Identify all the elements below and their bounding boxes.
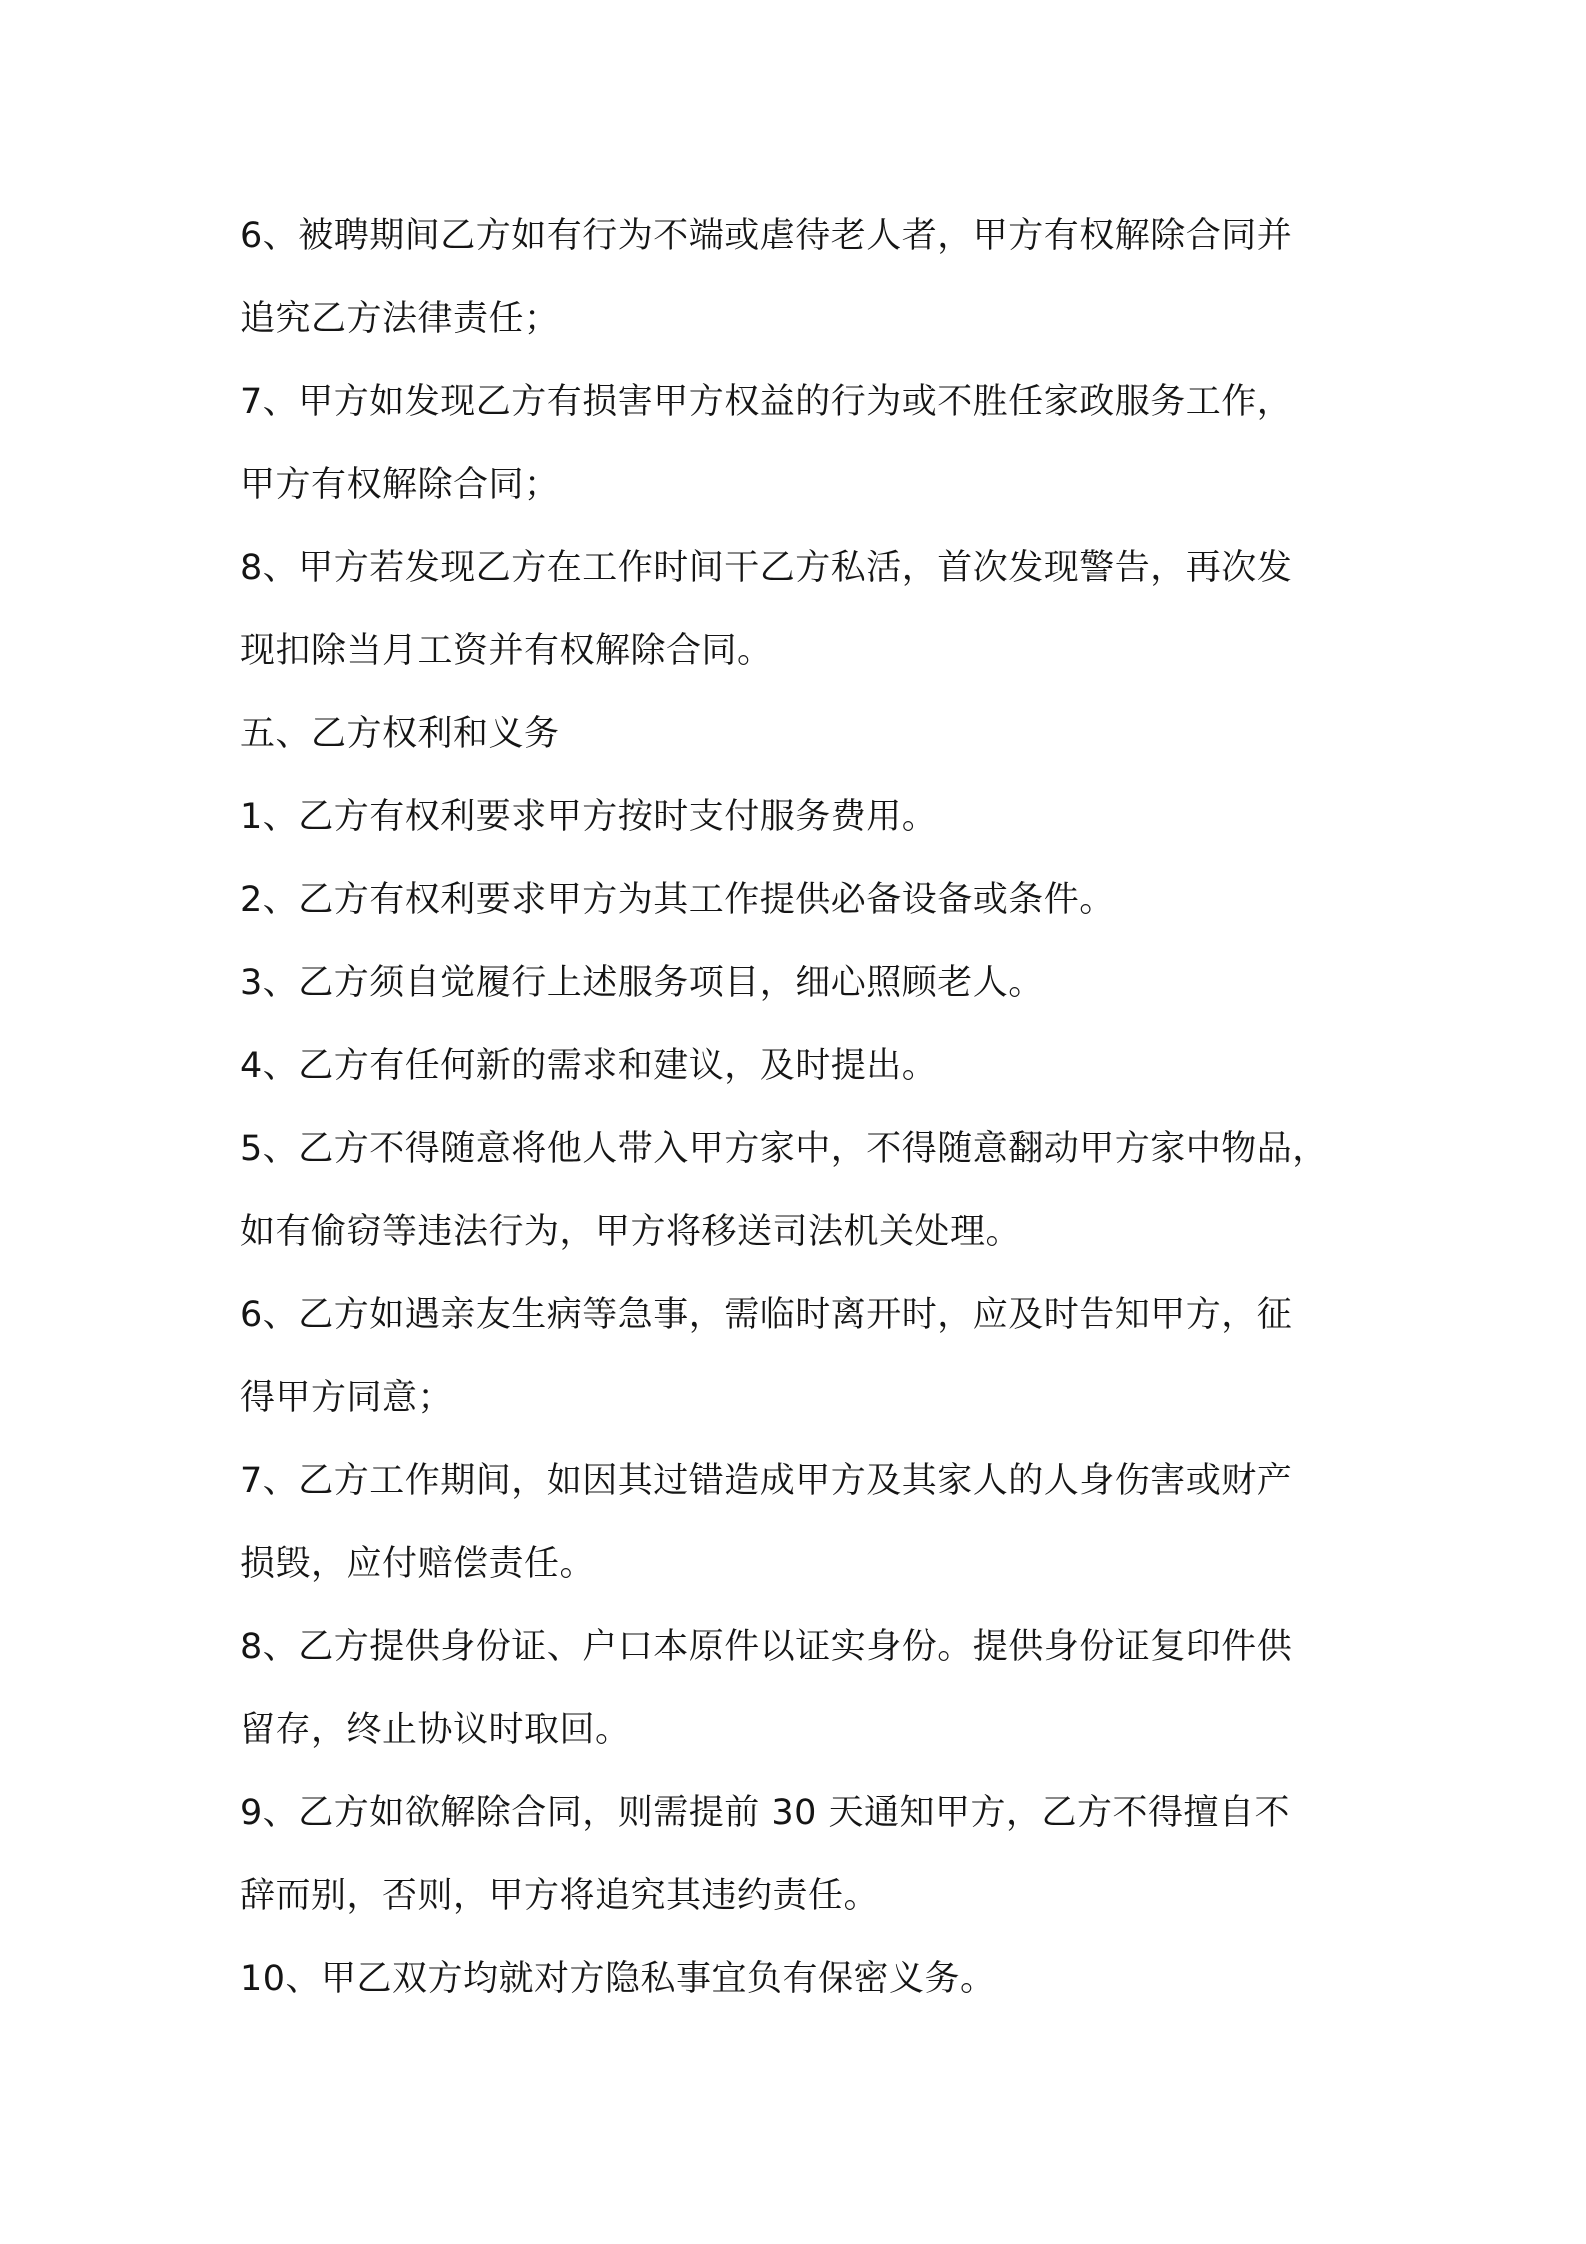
clause-b3: 3、乙方须自觉履行上述服务项目，细心照顾老人。 xyxy=(240,963,1044,1003)
document-body xyxy=(240,195,1380,2021)
clause-b6-line-2: 得甲方同意； xyxy=(240,1378,454,1418)
clause-b10: 10、甲乙双方均就对方隐私事宜负有保密义务。 xyxy=(240,1959,996,1999)
clause-b7-line-1: 7、乙方工作期间，如因其过错造成甲方及其家人的人身伤害或财产 xyxy=(240,1461,1293,1501)
clause-b5-line-2: 如有偷窃等违法行为，甲方将移送司法机关处理。 xyxy=(240,1212,1022,1252)
section-heading-5: 五、乙方权利和义务 xyxy=(240,714,560,754)
clause-b9-line-1: 9、乙方如欲解除合同，则需提前 30 天通知甲方，乙方不得擅自不 xyxy=(240,1793,1291,1833)
clause-b6-line-1: 6、乙方如遇亲友生病等急事，需临时离开时，应及时告知甲方，征 xyxy=(240,1295,1293,1335)
clause-a7-line-2: 甲方有权解除合同； xyxy=(240,465,560,505)
clause-a8-line-2: 现扣除当月工资并有权解除合同。 xyxy=(240,631,773,671)
clause-b5-line-1: 5、乙方不得随意将他人带入甲方家中，不得随意翻动甲方家中物品， xyxy=(240,1129,1328,1169)
clause-b9-line-2: 辞而别，否则，甲方将追究其违约责任。 xyxy=(240,1876,880,1916)
clause-a8-line-1: 8、甲方若发现乙方在工作时间干乙方私活，首次发现警告，再次发 xyxy=(240,548,1293,588)
clause-b8-line-2: 留存，终止协议时取回。 xyxy=(240,1710,631,1750)
clause-a6-line-2: 追究乙方法律责任； xyxy=(240,299,560,339)
clause-a6-line-1: 6、被聘期间乙方如有行为不端或虐待老人者，甲方有权解除合同并 xyxy=(240,216,1293,256)
clause-a7-line-1: 7、甲方如发现乙方有损害甲方权益的行为或不胜任家政服务工作， xyxy=(240,382,1293,422)
clause-b4: 4、乙方有任何新的需求和建议，及时提出。 xyxy=(240,1046,938,1086)
clause-b7-line-2: 损毁，应付赔偿责任。 xyxy=(240,1544,596,1584)
clause-b8-line-1: 8、乙方提供身份证、户口本原件以证实身份。提供身份证复印件供 xyxy=(240,1627,1293,1667)
clause-b1: 1、乙方有权利要求甲方按时支付服务费用。 xyxy=(240,797,938,837)
clause-b2: 2、乙方有权利要求甲方为其工作提供必备设备或条件。 xyxy=(240,880,1115,920)
